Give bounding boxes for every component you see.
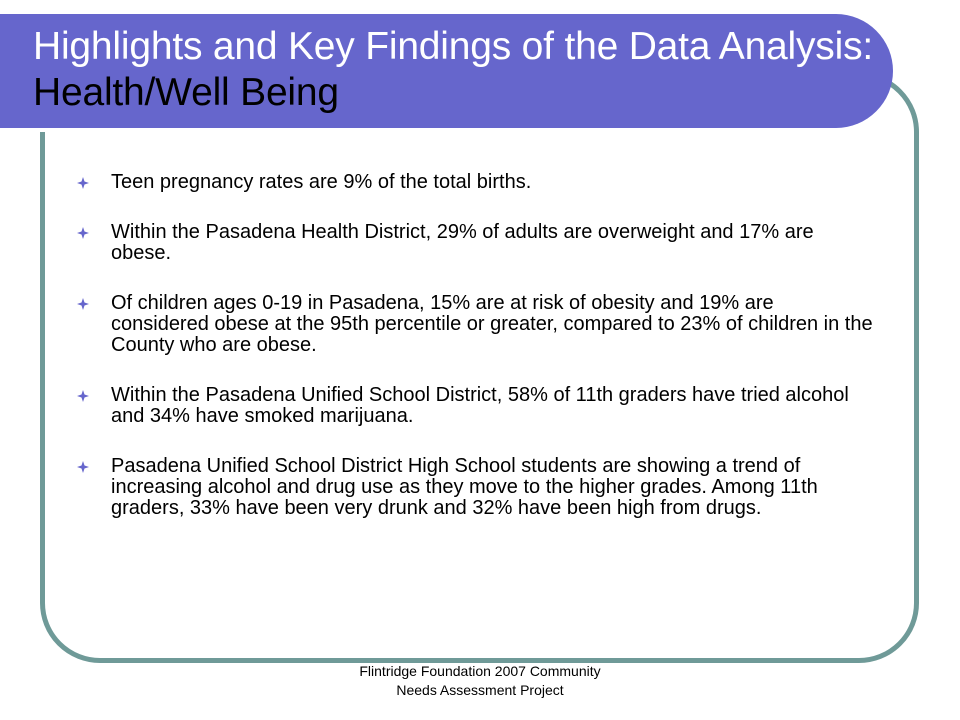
slide-title-main: Highlights and Key Findings of the Data Analysis: xyxy=(33,25,874,68)
slide-footer xyxy=(310,662,650,700)
four-point-star-icon xyxy=(77,298,89,310)
title-underline xyxy=(34,128,848,132)
bullet-item xyxy=(76,385,876,427)
bullet-text: Teen pregnancy rates are 9% of the total births. xyxy=(111,171,532,193)
bullet-item xyxy=(76,172,876,193)
four-point-star-icon xyxy=(77,390,89,402)
four-point-star-icon xyxy=(77,227,89,239)
bullet-item xyxy=(76,293,876,356)
footer-line-1: Flintridge Foundation 2007 Community xyxy=(359,663,601,679)
bullet-item xyxy=(76,456,876,519)
bullet-text: Within the Pasadena Unified School District, 58% of 11th graders have tried alcohol and 34% have smoked marijuana. xyxy=(111,384,849,427)
bullet-list xyxy=(76,172,876,548)
bullet-text: Within the Pasadena Health District, 29% of adults are overweight and 17% are obese. xyxy=(111,221,814,264)
footer-line-2: Needs Assessment Project xyxy=(396,682,564,698)
slide-title xyxy=(33,24,873,116)
bullet-text: Of children ages 0-19 in Pasadena, 15% are at risk of obesity and 19% are considered obese at the 95th percentile or greater, compared to 23% of children in the County who are obese. xyxy=(111,292,873,356)
bullet-text: Pasadena Unified School District High School students are showing a trend of increasing alcohol and drug use as they move to the higher grades. Among 11th graders, 33% have been very drunk and 32% have been high from drugs. xyxy=(111,455,818,519)
bullet-item xyxy=(76,222,876,264)
four-point-star-icon xyxy=(77,461,89,473)
slide-title-topic: Health/Well Being xyxy=(33,71,339,114)
four-point-star-icon xyxy=(77,177,89,189)
